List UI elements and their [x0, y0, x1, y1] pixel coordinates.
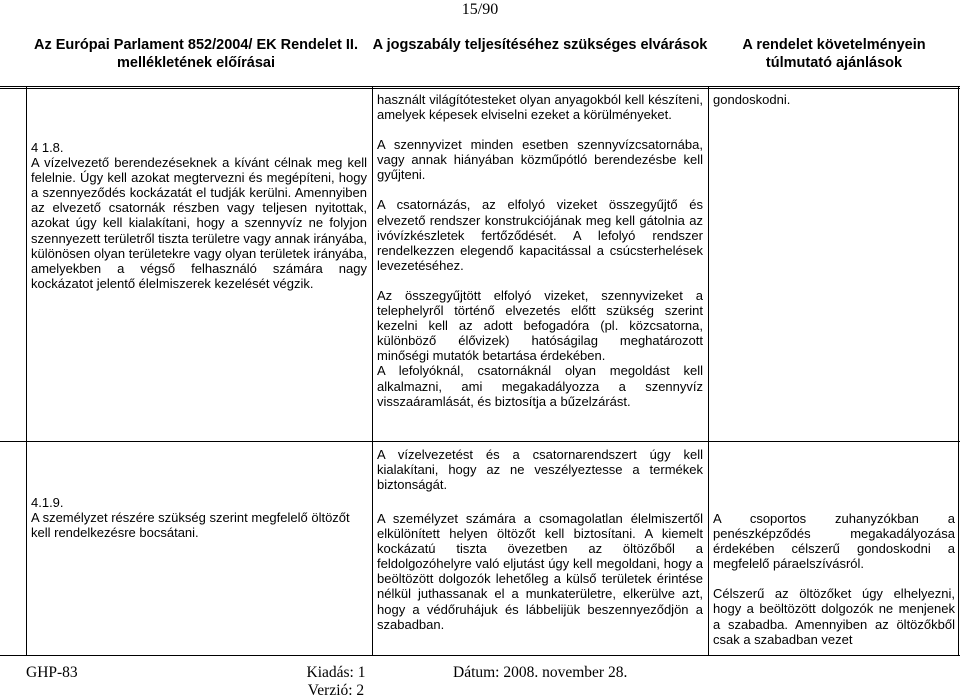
footer-document-code: GHP-83 [26, 664, 78, 681]
column-border [958, 86, 959, 655]
row2-requirements-cell [377, 511, 703, 632]
requirement-paragraph: A csatornázás, az elfolyó vizeket összegyűjtő és elvezető rendszer konstrukciójának meg kell gátolnia az ivóvízkészletek fertőződését. A lefolyó rendszer rendelkezzen elegendő kapacitással a csúcsterhelések levezetéséhez. [377, 197, 703, 273]
requirement-paragraph: használt világítótesteket olyan anyagokból kell készíteni, amelyek képesek elviselni ezeket a körülményeket. [377, 92, 703, 123]
requirement-paragraph: A szennyvizet minden esetben szennyvízcsatornába, vagy annak hiányában közműpótló berendezésbe kell gyűjteni. [377, 137, 703, 183]
recommendation-text: gondoskodni. [713, 92, 791, 107]
requirement-paragraph: A vízelvezetést és a csatornarendszert úgy kell kialakítani, hogy az ne veszélyeztesse a termékek biztonságát. [377, 447, 703, 493]
header-recommendations: A rendelet követelményein túlmutató ajánlások [742, 37, 926, 71]
requirement-paragraph: A személyzet számára a csomagolatlan élelmiszertől elkülönített helyen öltözőt kell biztosítani. A kiemelt kockázatú tiszta övezetben az öltözőből a feldolgozóhelyre való eljutást úgy kell megoldani, hogy a beöltözött dolgozók lehetőleg a külső területek érintése nélkül juthassanak el a munkaterületre, elkerülve azt, hogy a védőruhájuk és lábbelijük beszennyeződjön a szabadban. [377, 511, 703, 632]
regulation-text: A személyzet részére szükség szerint megfelelő öltözőt kell rendelkezésre bocsátani. [31, 510, 350, 541]
recommendation-paragraph: Célszerű az öltözőket úgy elhelyezni, hogy a beöltözött dolgozók ne menjenek a szabadba. Amennyiben az öltözőkből csak a szabadban vezet [713, 586, 955, 647]
regulation-text: A vízelvezető berendezéseknek a kívánt célnak meg kell felelnie. Úgy kell azokat megtervezni és megépíteni, hogy a szennyeződés kockázatát el tudják kerülni. Amennyiben az elvezető csatornák részben vagy teljesen nyitottak, azokat úgy kell kialakítani, hogy a szennyvíz ne folyjon szennyezett területről tiszta területre vagy annak irányába, különösen olyan területekre vagy olyan területek irányába, amelyekben a végső felhasználó számára nagy kockázatot jelentő élelmiszerek kezelését végzik. [31, 155, 368, 291]
recommendation-paragraph: A csoportos zuhanyzókban a penészképződés megakadályozása érdekében célszerű gondoskodni a megfelelő páraelszívásról. [713, 511, 955, 572]
footer-version: Verzió: 2 [307, 682, 365, 699]
row1-requirements-cell-continued [377, 447, 703, 492]
footer-divider [0, 655, 960, 656]
row-divider [0, 441, 960, 442]
requirement-paragraph: A lefolyóknál, csatornáknál olyan megoldást kell alkalmazni, ami megakadályozza a szennyvíz visszaáramlását, és biztosítja a bűzelzárást. [377, 363, 703, 409]
row1-requirements-cell [377, 92, 703, 409]
section-number: 4 1.8. [31, 140, 64, 155]
row2-regulation-cell [31, 495, 367, 540]
footer-date: Dátum: 2008. november 28. [453, 664, 628, 681]
section-number: 4.1.9. [31, 495, 64, 510]
row1-recommendations-cell [713, 92, 955, 107]
header-regulation: Az Európai Parlament 852/2004/ EK Rendelet II. mellékletének előírásai [34, 37, 358, 71]
row2-recommendations-cell [713, 511, 955, 647]
column-border [372, 86, 373, 655]
footer-edition: Kiadás: 1 [306, 664, 366, 681]
page-number: 15/90 [461, 1, 499, 18]
column-border [26, 86, 27, 655]
column-border [708, 86, 709, 655]
header-requirements: A jogszabály teljesítéséhez szükséges elvárások [372, 37, 708, 53]
header-divider [0, 86, 960, 89]
row1-regulation-cell [31, 140, 367, 291]
requirement-paragraph: Az összegyűjtött elfolyó vizeket, szennyvizeket a telephelyről történő elvezetés előtt szükség szerint kezelni kell az adott befogadóra (pl. közcsatorna, különböző élővizek) hatóságilag meghatározott minőségi mutatók betartása érdekében. [377, 287, 703, 364]
